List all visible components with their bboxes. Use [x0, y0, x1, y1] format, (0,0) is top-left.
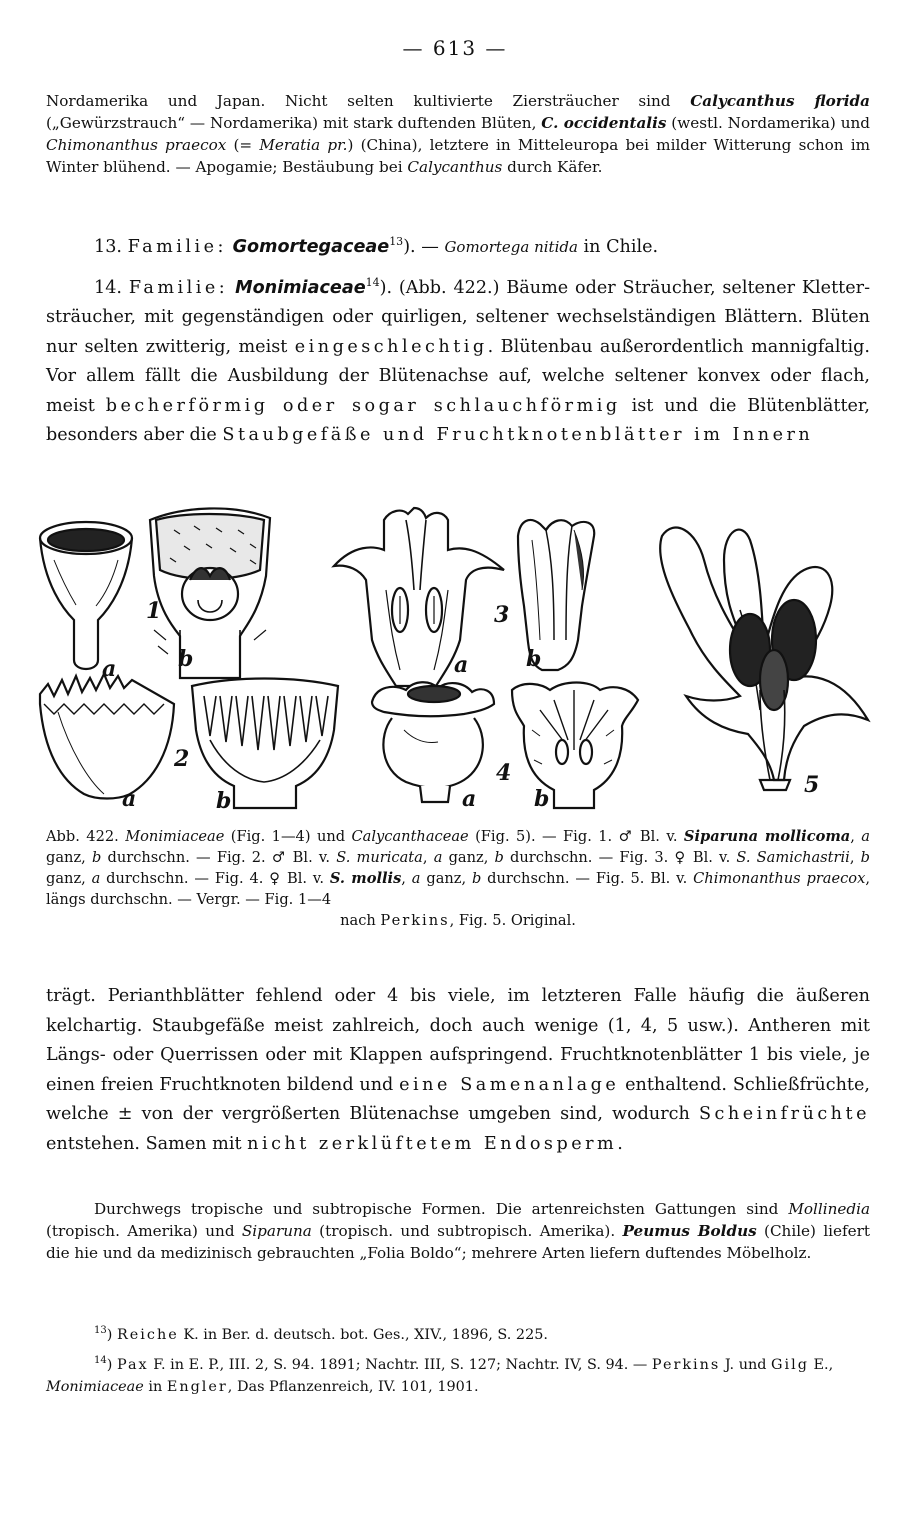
- family-13-heading: 13. Familie: Gomortegaceae$^{13}$). — Gomortega nitida in Chile.: [94, 235, 659, 257]
- fig-label-3: 3: [494, 602, 510, 628]
- fig-label-1b: b: [178, 646, 194, 672]
- fig-1a-drawing: [40, 522, 132, 669]
- fig-5-drawing: [660, 528, 868, 790]
- fig-label-5: 5: [804, 772, 820, 798]
- page-number: — 613 —: [402, 36, 508, 60]
- fig-label-2b: b: [216, 788, 232, 814]
- fig-label-3a: a: [454, 652, 469, 678]
- paragraph-calycanthus: Nordamerika und Japan. Nicht selten kultivierte Ziersträucher sind Calycanthus florida („Gewürzstrauch“ — Nordamerika) mit stark duftenden Blüten, C. occidentalis (westl. Nordamerika) und Chimonanthus praecox (= Meratia pr.) (China), letztere in Mitteleuropa bei milder Witterung schon im Winter blühend. — Apogamie; Bestäubung bei Calycanthus durch Käfer.: [46, 92, 871, 176]
- fig-label-4: 4: [496, 760, 512, 786]
- footnote-13: $^{13}$) Reiche K. in Ber. d. deutsch. bot. Ges., XIV., 1896, S. 225.: [94, 1325, 548, 1343]
- fig-label-4b: b: [534, 786, 550, 812]
- fig-label-2a: a: [122, 786, 137, 812]
- fig-3a-drawing: [334, 508, 504, 686]
- family-14-name: Monimiaceae: [235, 277, 366, 298]
- figure-422-illustration: [34, 490, 880, 820]
- fig-1b-drawing: [150, 508, 270, 678]
- paragraph-distribution: Durchwegs tropische und subtropische Formen. Die artenreichsten Gattungen sind Mollinedia (tropisch. Amerika) und Siparuna (tropisch. und subtropisch. Amerika). Peumus Boldus (Chile) liefert die hie und da medizinisch gebrauchten „Folia Boldo“; mehrere Arten liefern duftendes Möbelholz.: [46, 1200, 870, 1262]
- figure-caption: Abb. 422. Monimiaceae (Fig. 1—4) und Calycanthaceae (Fig. 5). — Fig. 1. ♂ Bl. v. Siparuna mollicoma, a ganz, b durchschn. — Fig. 2. ♂ Bl. v. S. muricata, a ganz, b durchschn. — Fig. 3. ♀ Bl. v. S. Samichastrii, b ganz, a durchschn. — Fig. 4. ♀ Bl. v. S. mollis, a ganz, b durchschn. — Fig. 5. Bl. v. Chimonanthus praecox, längs durchschn. — Vergr. — Fig. 1—4 nach Perkins, Fig. 5. Original.: [46, 828, 871, 929]
- fig-label-4a: a: [462, 786, 477, 812]
- fig-label-3b: b: [526, 646, 542, 672]
- fig-4a-drawing: [372, 682, 494, 802]
- fig-2a-drawing: [40, 674, 174, 799]
- family-13-name: Gomortegaceae: [232, 236, 390, 257]
- family-14-paragraph: 14. Familie: Monimiaceae$^{14}$). (Abb. 422.) Bäume oder Sträucher, seltener Klettersträucher, mit gegenständigen oder quirligen, seltener wechselständigen Blättern. Blüten nur selten zwitterig, meist eingeschlechtig. Blütenbau außerordentlich mannigfaltig. Vor allem fällt die Ausbildung der Blütenachse auf, welche seltener konvex oder flach, meist becherförmig oder sogar schlauchförmig ist und die Blütenblätter, besonders aber die Staubgefäße und Fruchtknotenblätter im Innern: [46, 276, 871, 446]
- footnote-14: $^{14}$) Pax F. in E. P., III. 2, S. 94. 1891; Nachtr. III, S. 127; Nachtr. IV, S. 94. — Perkins J. und Gilg E., Monimiaceae in Engler, Das Pflanzenreich, IV. 101, 1901.: [46, 1355, 834, 1395]
- fig-2b-drawing: [192, 679, 338, 809]
- fig-label-1a: a: [102, 656, 117, 682]
- fig-label-2: 2: [174, 746, 190, 772]
- fig-4b-drawing: [512, 683, 638, 809]
- paragraph-morphology: trägt. Perianthblätter fehlend oder 4 bis viele, im letzteren Falle häufig die äußeren kelchartig. Staubgefäße meist zahlreich, doch auch wenige (1, 4, 5 usw.). Antheren mit Längs- oder Querrissen oder mit Klappen aufspringend. Fruchtknotenblätter 1 bis viele, je einen freien Fruchtknoten bildend und eine Samenanlage enthaltend. Schließfrüchte, welche ± von der vergrößerten Blütenachse umgeben sind, wodurch Scheinfrüchte entstehen. Samen mit nicht zerklüftetem Endosperm.: [46, 986, 870, 1154]
- fig-label-1: 1: [146, 598, 162, 624]
